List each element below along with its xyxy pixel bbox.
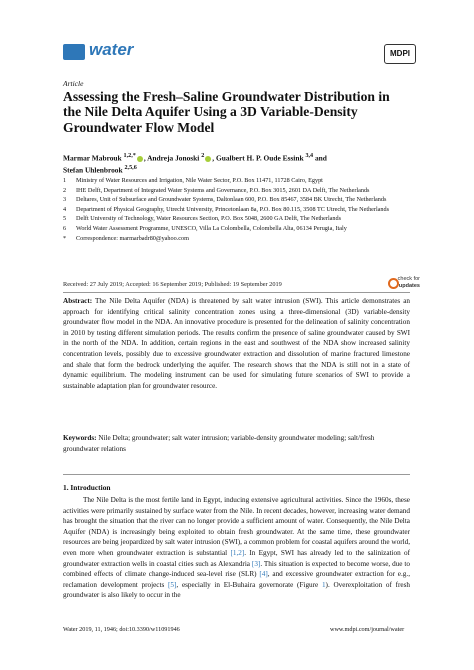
author-list <box>63 151 383 176</box>
author-name[interactable]: Stefan Uhlenbrook <box>63 165 125 175</box>
affiliation-text: IHE Delft, Department of Integrated Water Systems and Governance, P.O. Box 3015, 2601 DA Delft, The Netherlands <box>76 186 370 194</box>
affiliation-text: World Water Assessment Programme, UNESCO, Villa La Colombella, Colombella Alta, 06134 Perugia, Italy <box>76 224 347 232</box>
intro-text: The Nile Delta is the most fertile land in Egypt, inducing extensive agricultural activities. Since the 1960s, these activities were primarily sustained by surface water from the Nile. In recent decades, however, increasing water demand has brought the situation that the river can no longer provide a sufficient amount of water. Consequently, the Nile Delta Aquifer (NDA) is increasingly being exploited to obtain fresh groundwater. At the same time, these groundwater resources are being jeopardized by salt water intrusion (SWI), a common problem for coastal aquifers around the world, even more when groundwater extraction is substantial <box>63 496 410 557</box>
affiliation-list <box>63 176 403 243</box>
intro-paragraph <box>63 495 410 601</box>
affiliation-number: 2 <box>63 186 67 194</box>
affiliation-item <box>63 186 403 196</box>
check-updates-icon <box>388 278 399 289</box>
citation-link[interactable]: [1,2] <box>230 548 245 557</box>
divider <box>63 474 410 475</box>
correspondence <box>63 234 403 244</box>
affiliation-item <box>63 224 403 234</box>
author-sup: 1,2,* <box>123 153 136 159</box>
affiliation-text: Ministry of Water Resources and Irrigation, Nile Water Sector, P.O. Box 11471, 11728 Cairo, Egypt <box>76 177 323 184</box>
author-sup: 2,5,6 <box>124 165 137 172</box>
intro-text: . This situation is expected to become worse, due to combined effects of climate change-induced sea-level rise (SLR) <box>63 559 410 579</box>
intro-text: . In Egypt, SWI has already led to the salinization of groundwater extraction wells in coastal cities such as Alexandria <box>63 548 410 568</box>
publication-dates: Received: 27 July 2019; Accepted: 16 September 2019; Published: 19 September 2019 <box>63 281 282 288</box>
abstract-label: Abstract: <box>63 297 93 305</box>
check-updates-line1: check for <box>397 276 420 282</box>
journal-name: water <box>89 40 134 59</box>
author-name[interactable]: Marmar Mabrouk <box>63 153 124 163</box>
keywords-text: Nile Delta; groundwater; salt water intrusion; variable-density groundwater modeling; salt/fresh groundwater relations <box>63 434 375 453</box>
divider <box>63 292 410 293</box>
article-type: Article <box>63 79 84 88</box>
intro-text: , especially in El-Buhaira governorate (Figure <box>176 580 322 589</box>
affiliation-item <box>63 205 403 215</box>
affiliation-number: 3 <box>63 196 67 204</box>
intro-text: ). Overexploitation of fresh groundwater is also likely to occur in the <box>63 580 410 600</box>
orcid-icon[interactable] <box>205 156 211 162</box>
affiliation-number: 6 <box>63 224 67 232</box>
journal-logo-icon <box>63 44 85 60</box>
footer-url[interactable]: www.mdpi.com/journal/water <box>330 626 405 633</box>
affiliation-text: Deltares, Unit of Subsurface and Groundwater Systems, Daltonlaan 600, P.O. Box 85467, 3584 BK Utrecht, The Netherlands <box>76 196 387 204</box>
check-for-updates-button[interactable] <box>388 276 420 298</box>
author-name[interactable]: , Andreja Jonoski <box>143 153 202 163</box>
check-updates-line2: updates <box>398 282 420 289</box>
author-conj: and <box>313 153 327 163</box>
affiliation-text: Department of Physical Geography, Utrecht University, Princetonlaan 8a, P.O. Box 80.115, 3508 TC Utrecht, The Netherlands <box>76 205 390 213</box>
keywords <box>63 433 410 454</box>
author-name[interactable]: , Gualbert H. P. Oude Essink <box>212 153 306 163</box>
affiliation-number: * <box>63 234 67 242</box>
figure-link[interactable]: 1 <box>321 580 326 589</box>
affiliation-item <box>63 214 403 224</box>
citation-link[interactable]: [3] <box>251 559 261 568</box>
abstract-text: The Nile Delta Aquifer (NDA) is threatened by salt water intrusion (SWI). This article demonstrates an approach for identifying critical salinity concentration zones using a three-dimensional (3D) variable-density groundwater flow model in the NDA. An innovative procedure is presented for the delineation of salinity concentration in 2010 by testing different simulation periods. The results confirm the presence of saline groundwater caused by SWI in the north of the NDA. In addition, certain regions in the east and southwest of the NDA show increased salinity concentration levels, possibly due to excessive groundwater extraction and dissolution of marine fractured limestone and shale that form the bedrock underlying the aquifer. The research shows that the NDA is still not in a state of dynamic equilibrium. The modeling instrument can be used for simulating future scenarios of SWI to provide a sustainable adaptation plan for groundwater resource. <box>63 297 410 390</box>
citation-link[interactable]: [4] <box>259 570 268 579</box>
article-title: Assessing the Fresh–Saline Groundwater Distribution in the Nile Delta Aquifer Using a 3D Variable-Density Groundwater Flow Model <box>63 89 390 135</box>
section-heading: 1. Introduction <box>63 483 111 492</box>
affiliation-number: 5 <box>63 215 67 223</box>
footer-citation: Water 2019, 11, 1946; doi:10.3390/w11091946 <box>63 626 180 633</box>
author-sup: 2 <box>201 153 205 159</box>
keywords-label: Keywords: <box>63 434 97 442</box>
abstract <box>63 296 410 391</box>
affiliation-text: Delft University of Technology, Water Resources Section, P.O. Box 5048, 2600 GA Delft, The Netherlands <box>76 215 342 223</box>
citation-link[interactable]: [5] <box>168 580 177 589</box>
affiliation-item <box>63 176 403 186</box>
author-sup: 3,4 <box>305 153 314 159</box>
affiliation-number: 1 <box>63 177 67 184</box>
orcid-icon[interactable] <box>137 156 143 162</box>
correspondence-text[interactable]: Correspondence: marmarbadr80@yahoo.com <box>76 234 189 242</box>
affiliation-item <box>63 195 403 205</box>
affiliation-number: 4 <box>63 205 67 213</box>
publisher-logo: MDPI <box>384 44 416 64</box>
intro-text: , and excessive groundwater extraction for e.g., reclamation development projects <box>63 570 410 589</box>
